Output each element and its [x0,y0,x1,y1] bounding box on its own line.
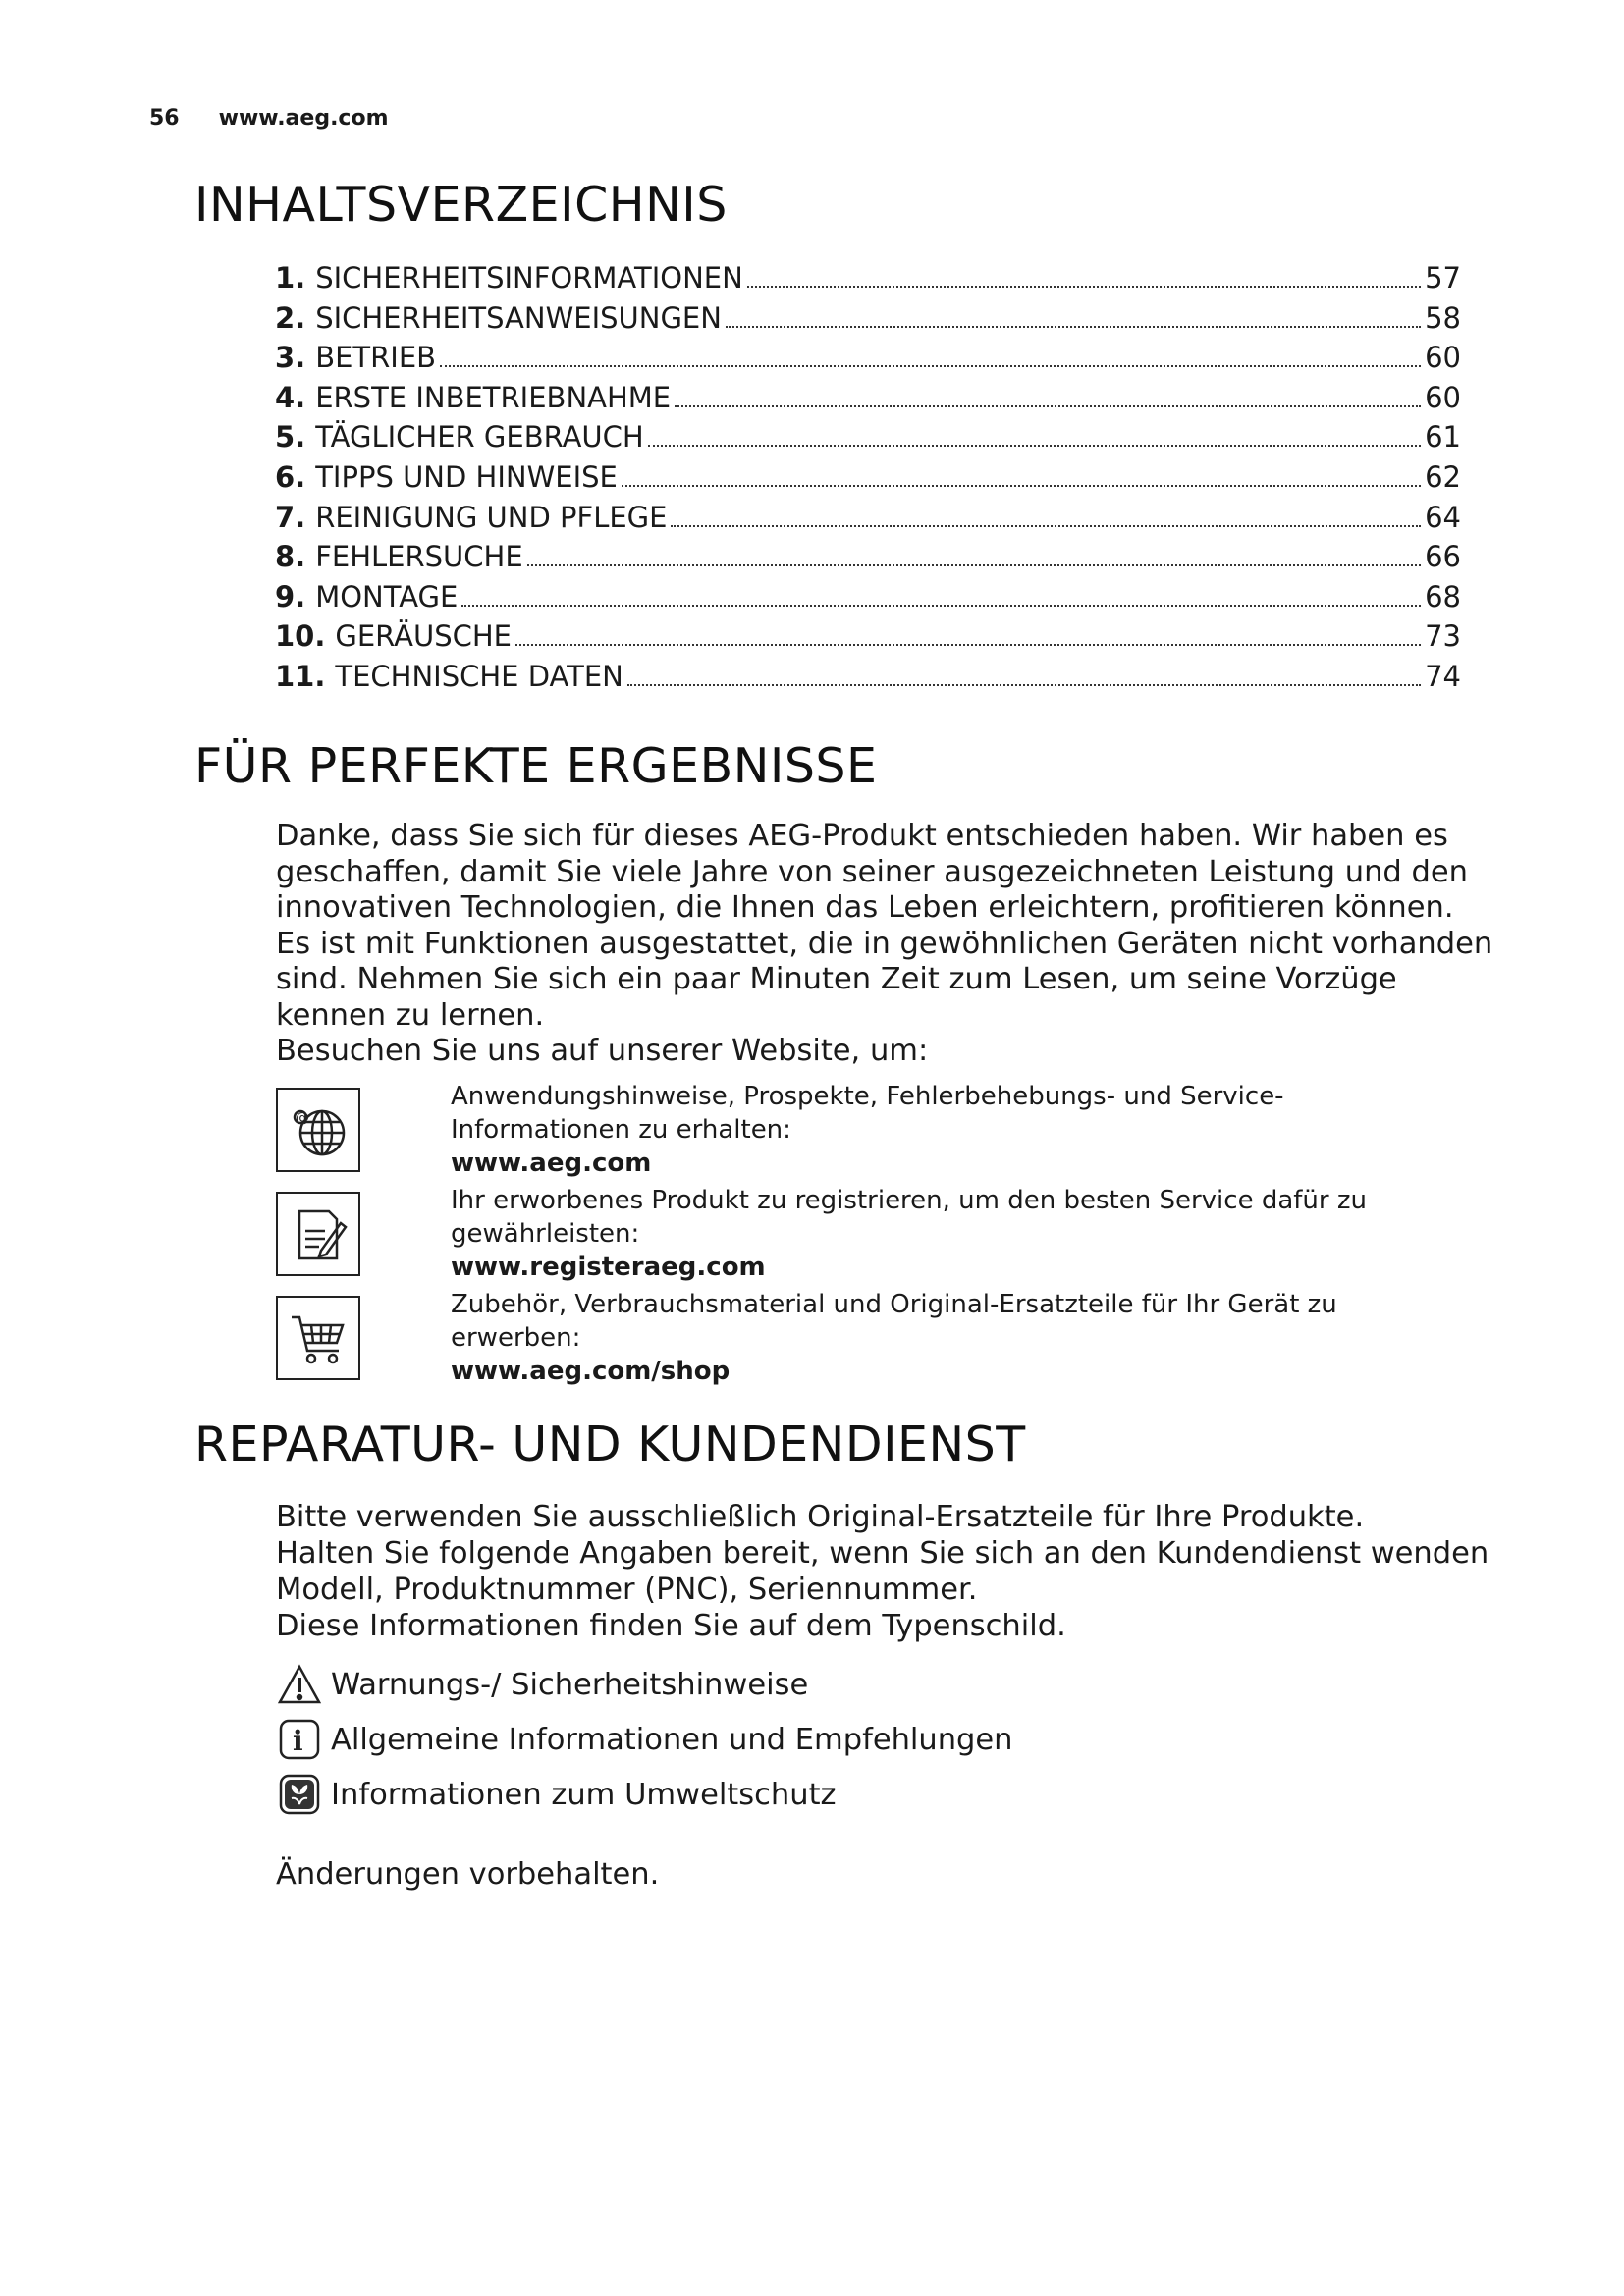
toc-leader-dots [527,563,1421,566]
website-links [276,1080,1454,1392]
environment-icon [276,1771,323,1818]
intro-line: kennen zu lernen. [276,997,545,1033]
toc-heading: INHALTSVERZEICHNIS [194,177,728,233]
repair-line: Bitte verwenden Sie ausschließlich Original-Ersatzteile für Ihre Produkte. [276,1500,1365,1534]
toc-leader-dots [671,524,1421,527]
toc-entry[interactable] [275,381,1461,421]
toc-entry-number: 5. [275,420,306,454]
link-register-line1: Ihr erworbenes Produkt zu registrieren, um den besten Service dafür zu [451,1186,1367,1215]
toc-entry-page: 61 [1425,420,1461,454]
toc-entry-number: 10. [275,619,326,654]
legend-label: Informationen zum Umweltschutz [331,1777,837,1812]
toc-entry-page: 60 [1425,341,1461,375]
toc-entry-number: 3. [275,341,306,375]
toc-leader-dots [726,325,1421,328]
svg-text:i: i [293,1725,303,1757]
globe-at-icon [276,1088,360,1172]
link-info-line1: Anwendungshinweise, Prospekte, Fehlerbehebungs- und Service- [451,1082,1284,1111]
toc-entry-title: MONTAGE [315,579,459,614]
intro-line: sind. Nehmen Sie sich ein paar Minuten Zeit zum Lesen, um seine Vorzüge [276,962,1397,996]
intro-paragraph [276,819,1513,1070]
intro-line: geschaffen, damit Sie viele Jahre von seiner ausgezeichneten Leistung und den [276,854,1468,889]
toc-entry-page: 58 [1425,300,1461,335]
table-of-contents [275,261,1461,700]
toc-entry-page: 74 [1425,659,1461,693]
page-number: 56 [149,106,180,131]
toc-entry-title: REINIGUNG UND PFLEGE [315,500,668,534]
toc-entry-number: 7. [275,500,306,534]
perfect-results-heading: FÜR PERFEKTE ERGEBNISSE [194,738,878,794]
toc-entry-title: FEHLERSUCHE [315,540,523,574]
repair-service-heading: REPARATUR- UND KUNDENDIENST [194,1416,1026,1472]
toc-leader-dots [648,444,1421,447]
toc-entry[interactable] [275,540,1461,580]
toc-entry[interactable] [275,420,1461,460]
toc-entry[interactable] [275,460,1461,501]
toc-entry-title: GERÄUSCHE [335,619,512,654]
warning-triangle-icon [276,1661,323,1708]
toc-entry-title: TÄGLICHER GEBRAUCH [315,420,644,454]
toc-entry[interactable] [275,341,1461,381]
toc-entry-title: BETRIEB [315,341,437,375]
repair-line: Modell, Produktnummer (PNC), Seriennummer. [276,1573,978,1607]
header-website: www.aeg.com [218,106,389,131]
toc-leader-dots [627,683,1421,686]
legend-label: Warnungs-/ Sicherheitshinweise [331,1667,809,1702]
toc-entry[interactable] [275,301,1461,342]
link-shop-line2: erwerben: [451,1323,581,1353]
toc-entry-page: 73 [1425,619,1461,654]
toc-entry-number: 9. [275,579,306,614]
intro-line: Danke, dass Sie sich für dieses AEG-Produkt entschieden haben. Wir haben es [276,819,1448,853]
toc-entry-number: 1. [275,261,306,294]
toc-entry-number: 6. [275,459,306,494]
link-info-line2: Informationen zu erhalten: [451,1115,791,1145]
toc-entry-title: ERSTE INBETRIEBNAHME [315,380,672,414]
link-block-info [276,1080,1454,1184]
toc-entry-title: TECHNISCHE DATEN [335,659,623,693]
toc-entry[interactable] [275,261,1461,301]
toc-leader-dots [675,404,1421,407]
legend-item [276,1712,1013,1767]
link-block-shop [276,1288,1454,1392]
toc-leader-dots [461,604,1421,607]
repair-line: Diese Informationen finden Sie auf dem Typenschild. [276,1609,1066,1643]
toc-entry-title: SICHERHEITSINFORMATIONEN [315,261,743,294]
intro-line: innovativen Technologien, die Ihnen das Leben erleichtern, profitieren können. [276,890,1454,925]
toc-entry-page: 57 [1425,261,1461,294]
link-shop-url[interactable]: www.aeg.com/shop [451,1357,731,1386]
toc-entry-number: 8. [275,540,306,574]
toc-entry-page: 60 [1425,380,1461,414]
symbol-legend [276,1657,1013,1822]
legend-item [276,1657,1013,1712]
legend-label: Allgemeine Informationen und Empfehlungen [331,1722,1013,1757]
svg-text:@: @ [296,1110,309,1126]
toc-entry[interactable] [275,580,1461,620]
toc-entry-title: TIPPS UND HINWEISE [315,459,618,494]
link-shop-line1: Zubehör, Verbrauchsmaterial und Original-Ersatzteile für Ihr Gerät zu [451,1290,1337,1319]
toc-entry-number: 4. [275,380,306,414]
toc-entry-number: 11. [275,659,326,693]
toc-entry-page: 66 [1425,540,1461,574]
register-note-icon [276,1192,360,1276]
toc-entry[interactable] [275,501,1461,541]
link-info-url[interactable]: www.aeg.com [451,1148,652,1178]
toc-entry-page: 62 [1425,459,1461,494]
link-register-url[interactable]: www.registeraeg.com [451,1253,766,1282]
legend-item [276,1767,1013,1822]
toc-leader-dots [622,484,1421,487]
link-block-register [276,1184,1454,1288]
toc-entry-page: 68 [1425,579,1461,614]
repair-paragraph [276,1499,1552,1644]
repair-line: Halten Sie folgende Angaben bereit, wenn Sie sich an den Kundendienst wenden [276,1536,1489,1571]
changes-note: Änderungen vorbehalten. [276,1857,660,1892]
intro-line: Es ist mit Funktionen ausgestattet, die in gewöhnlichen Geräten nicht vorhanden [276,926,1493,961]
link-register-line2: gewährleisten: [451,1219,640,1249]
shopping-cart-icon [276,1296,360,1380]
toc-leader-dots [440,364,1421,367]
toc-entry-title: SICHERHEITSANWEISUNGEN [315,300,722,335]
toc-leader-dots [515,643,1421,646]
intro-line: Besuchen Sie uns auf unserer Website, um: [276,1034,929,1068]
toc-entry-number: 2. [275,300,306,335]
toc-leader-dots [747,285,1421,288]
page-header [149,106,389,131]
toc-entry[interactable] [275,619,1461,660]
toc-entry-page: 64 [1425,500,1461,534]
toc-entry[interactable] [275,660,1461,700]
info-icon [276,1716,323,1763]
